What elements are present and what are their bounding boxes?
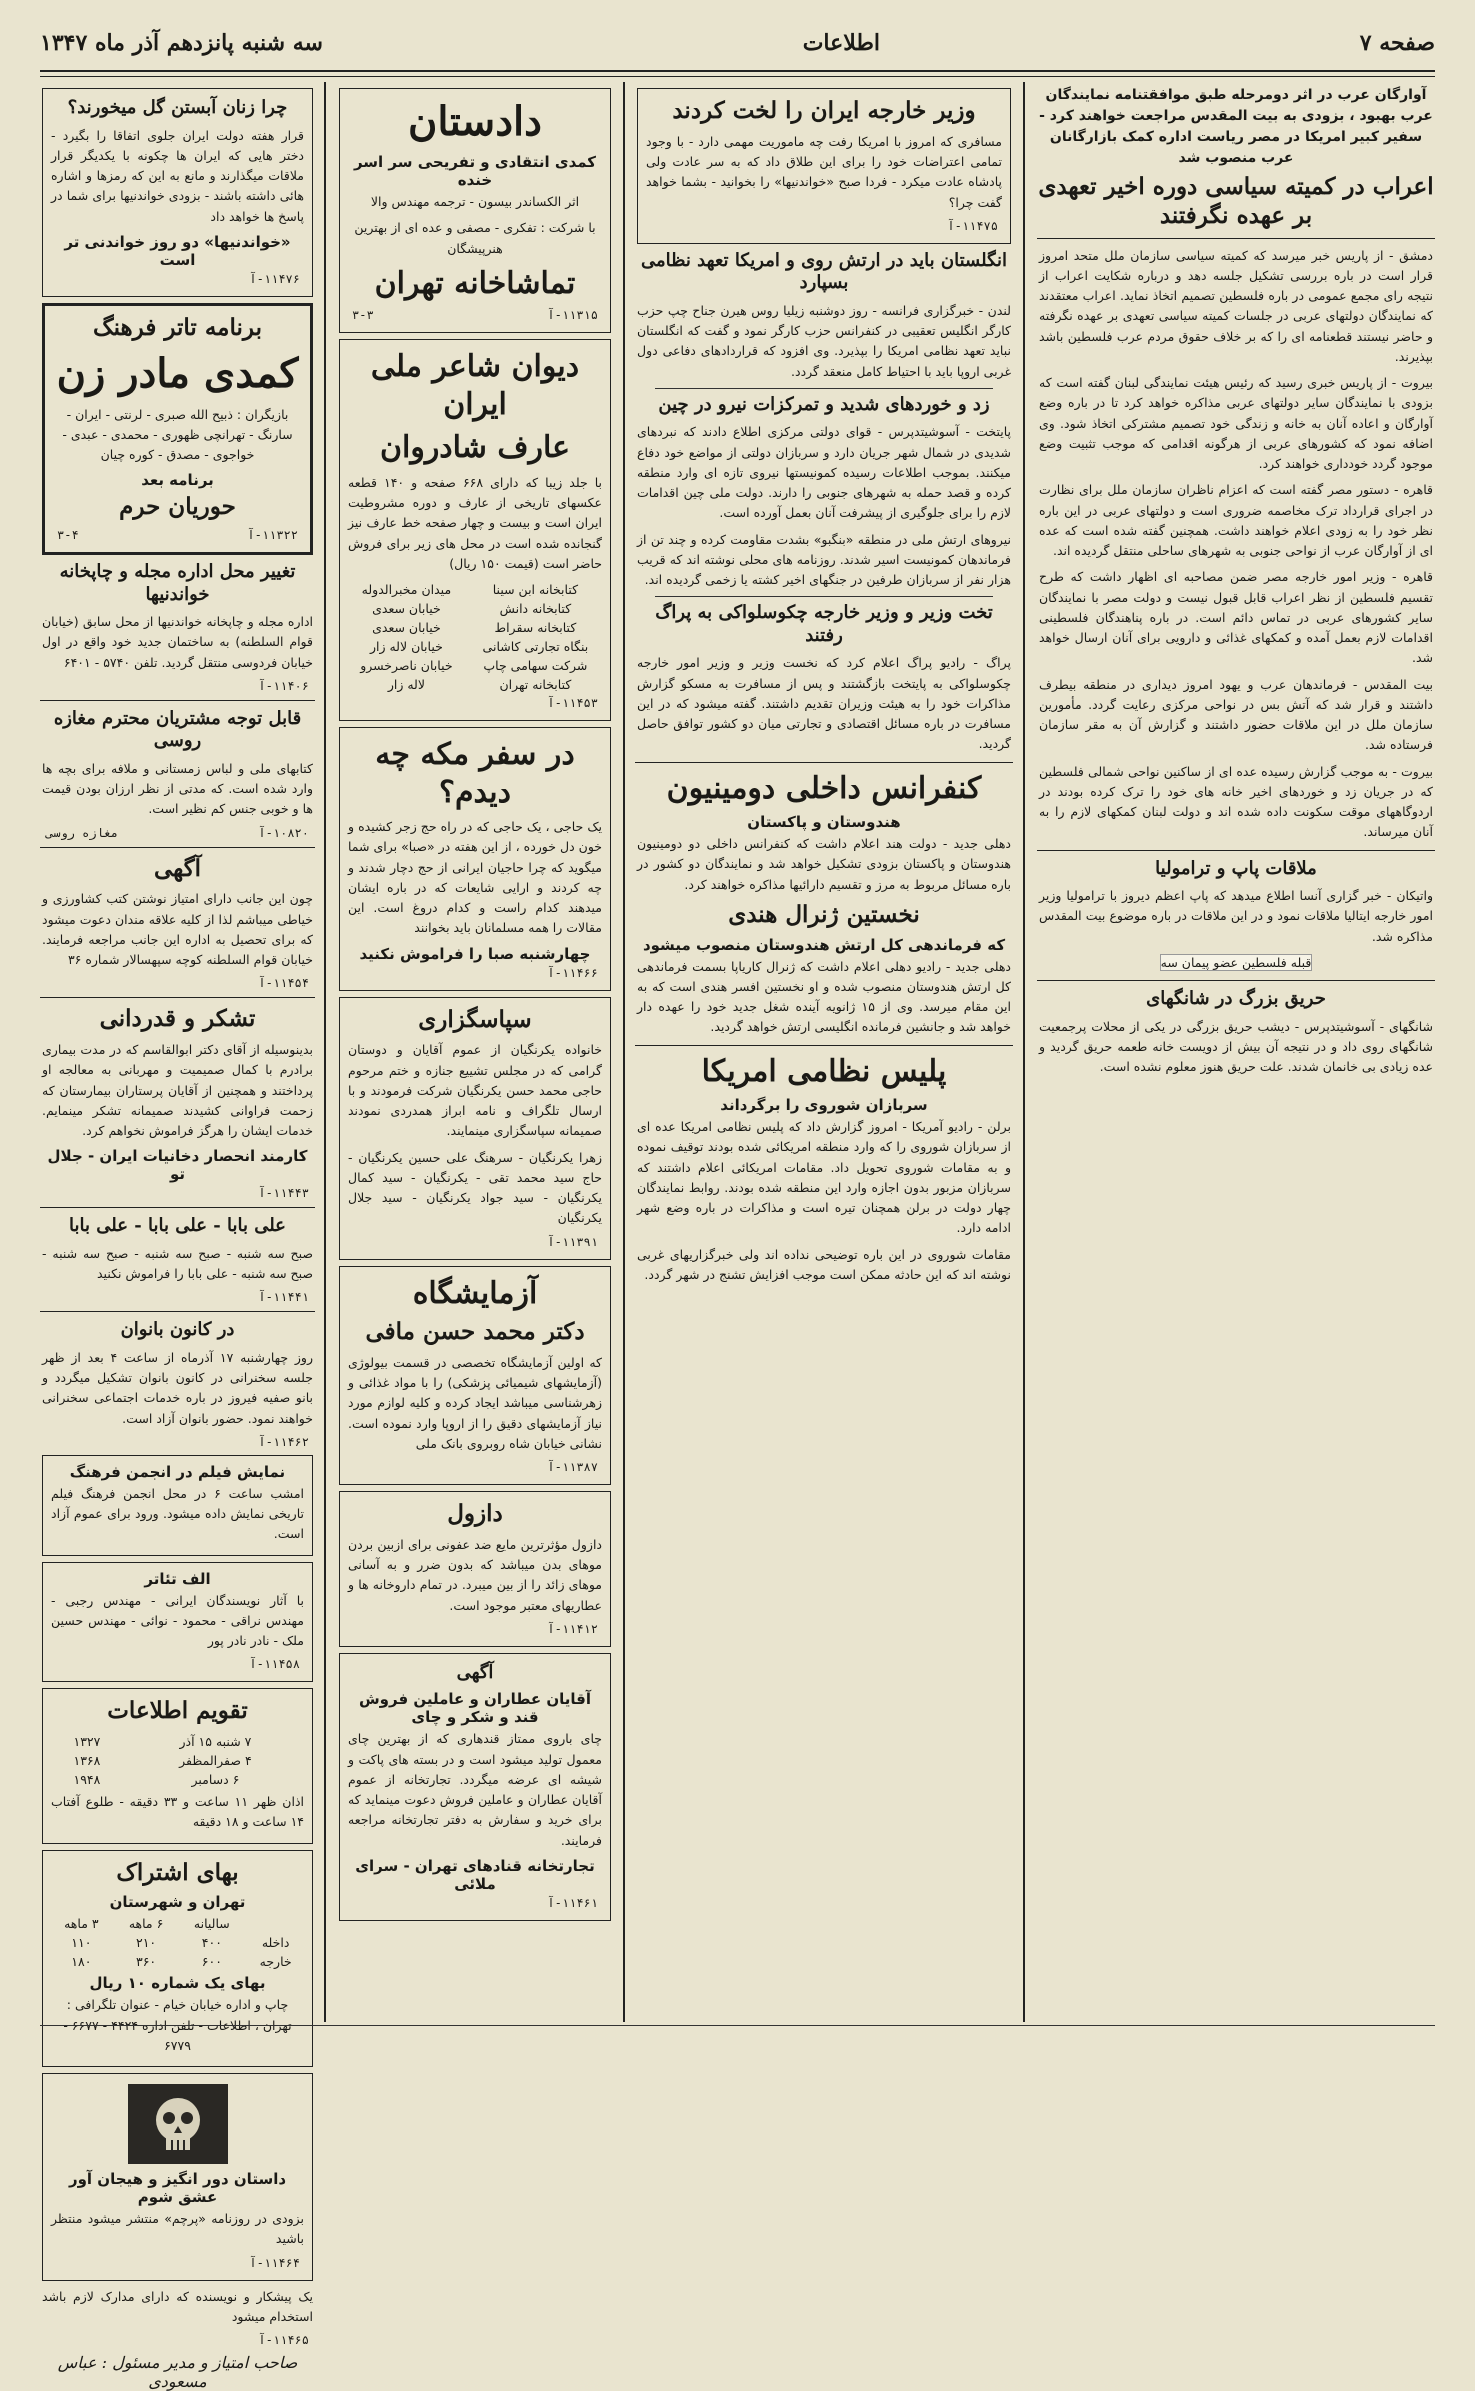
lead-headline: اعراب در کمیته سیاسی دوره اخیر تعهدی بر عهده نگرفتند: [1038, 173, 1434, 229]
police-headline: پلیس نظامی امریکا: [701, 1053, 947, 1089]
alibaba-headline: علی بابا - علی بابا - علی بابا: [69, 1215, 286, 1237]
fm-ad: [637, 88, 1011, 244]
flowers-footer: «خواندنیها» دو روز خواندنی تر است: [64, 232, 291, 269]
police-body: برلن - رادیو آمریکا - امروز گزارش داد که پلیس نظامی امریکا عده ای از سربازان شوروی را که وارد منطقه امریکائی شده بودند توقیف نموده و به مقامات شوروی تحویل داد. مقامات امریکائی اعلام داشتند که سربازان مزبور بدون اجازه وارد این منطقه شده بودند. روابط نمایندگان چهار دولت در برلن همچنان تیره است و مذاکرات در باره وضع شهر ادامه دارد.: [637, 1119, 1011, 1236]
dadestan-title: دادستان: [408, 98, 542, 145]
dazol-title: دازول: [447, 1500, 503, 1527]
calendar-table: [49, 1732, 306, 1789]
uk-body: لندن - خبرگزاری فرانسه - روز دوشنبه زیلیا روس هیرن جناح چپ حزب کارگر انگلیس تعقیبی در کنفرانس حزب کارگر نمود و گفت که انگلستان نباید تعهد نظامی امریکا را بپذیرد. وی افزود که قراردادهای دفاعی دول غربی اروپا باید با احتیاط کامل منعقد گردد.: [637, 302, 1011, 379]
fire-headline: حریق بزرگ در شانگهای: [1146, 988, 1326, 1009]
lab-ad: [339, 1266, 611, 1486]
table-row: [346, 637, 604, 656]
police-body: مقامات شوروی در این باره توضیحی نداده اند ولی خبرگزاریهای غربی نوشته اند که این حادثه ممکن است موجب افزایش تشنج در شهر گردد.: [637, 1246, 1011, 1282]
table-cell: خیابان ناصرخسرو: [360, 658, 453, 673]
table-row: [346, 618, 604, 637]
calendar-times: اذان ظهر ۱۱ ساعت و ۳۳ دقیقه - طلوع آفتاب ۱۴ ساعت و ۱۸ دقیقه: [51, 1794, 304, 1830]
theatre-cast: بازیگران : ذبیح الله صبری - لرنتی - ایران - سارنگ - تهرانچی ظهوری - محمدی - عبدی - خواجوی - مصدق - کوره چیان: [62, 406, 293, 462]
china-body: پایتخت - آسوشیتدپرس - قوای دولتی مرکزی اطلاع دادند که نبردهای شدیدی در شمال شهر جریان دارد و سربازان دولتی از مواضع خود دفاع میکنند. بموجب اطلاعات رسیده کمونیستها نیروی تازه ای وارد منطقه کرده و قصد حمله به شهرهای جنوبی را دارند. دولت ملی چین اقدامات لازم را برای جلوگیری از پیشرفت آنان بعمل آورده است.: [637, 424, 1011, 521]
divider: [40, 1207, 315, 1208]
ad-code: ۱۱۴۱۲-آ: [547, 1621, 598, 1636]
lead-body: بیروت - به موجب گزارش رسیده عده ای از ساکنین نواحی شمالی فلسطین که در جریان زد و خوردهای اخیر خانه های خود را ترک کرده بودند در اردوگاههای موقت سکونت داده شده اند و دولت لبنان کمکهای لازم را به آنان میرساند.: [1039, 763, 1433, 840]
alibaba-body: صبح سه شنبه - صبح سه شنبه - صبح سه شنبه - صبح سه شنبه - علی بابا را فراموش نکنید: [42, 1245, 313, 1281]
masthead: [40, 18, 1435, 68]
ad-code: ۱۱۴۵۸-آ: [249, 1657, 300, 1672]
fm-headline: وزیر خارجه ایران را لخت کردند: [672, 97, 976, 124]
divan-body: با جلد زیبا که دارای ۶۶۸ صفحه و ۱۴۰ قطعه عکسهای تاریخی از عارف و دوره مشروطیت ایران است و بیست و چهار صفحه خط عارف نیز گنجانده شده است در محل های زیر برای فروش حاضر است (قیمت ۱۵۰ ریال): [348, 474, 602, 571]
general-body: دهلی جدید - رادیو دهلی اعلام داشت که ژنرال کاریاپا بسمت فرماندهی کل ارتش هندوستان منصوب شده و او نخستین افسر هندی است که به این مقام میرسد. وی از ۱۵ ژانویه آینده شغل جدید خود را عهده دار خواهد شد و جانشین فرمانده انگلیسی ارتش خواهد گردید.: [637, 958, 1011, 1035]
czech-headline: تخت وزیر و وزیر خارجه چکوسلواکی به پراگ رفتند: [655, 602, 993, 646]
lead-body: دمشق - از پاریس خبر میرسد که کمیته سیاسی سازمان ملل متحد امروز قرار است در باره بررسی تشکیل جلسه دهد و درباره شکایت اعراب از نتیجه رای مجمع عمومی در باره فلسطین تصمیم اتخاذ نماید. اعراب معتقدند که نمایندگان دولتهای عربی در جلسات کمیته سیاسی تعهدی بر عهده نگرفته و حاضر نیستند قطعنامه ای را که بر خلاف حقوق مردم عرب فلسطین باشد بپذیرند.: [1039, 247, 1433, 364]
table-cell: ۱۸۰: [71, 1954, 92, 1970]
czech-body: پراگ - رادیو پراگ اعلام کرد که نخست وزیر و وزیر امور خارجه چکوسلواکی به پایتخت بازگشتند و پس از مسافرت به مسکو گزارش مذاکرات خود را به هیئت وزیران تقدیم داشتند. گفته میشود که در این مسافرت در باره مسائل اقتصادی و تجارتی میان دو کشور توافق حاصل گردید.: [637, 655, 1011, 752]
table-cell: ۴ صفرالمظفر: [179, 1753, 252, 1768]
table-row: [346, 675, 604, 694]
theatre-show: کمدی مادر زن: [56, 349, 299, 397]
divider: [1037, 238, 1435, 239]
ad-code: ۱۱۴۷۵-آ: [947, 218, 998, 233]
film2-headline: داستان دور انگیز و هیجان آور عشق شوم: [68, 2170, 287, 2206]
table-row: [346, 599, 604, 618]
table-cell: ۱۱۰: [71, 1935, 92, 1951]
lead-body: بیت المقدس - فرماندهان عرب و یهود امروز دیداری در منطقه بیطرف داشتند و قرار شد که آتش بس در نواحی مرکزی رعایت گردد. مأمورین سازمان ملل در این ملاقات حضور داشتند و گزارش آن به مقر سازمان فرستاده شد.: [1039, 676, 1433, 753]
ad-code: ۱۱۴۵۴-آ: [258, 976, 309, 991]
notice-subtitle: آقایان عطاران و عاملین فروش قند و شکر و چای: [358, 1690, 592, 1727]
flowers-body: قرار هفته دولت ایران جلوی اتفاقا را بگیرد - دختر هایی که ایران ها چکونه با یکدیگر قرار ملاقات میگذارند و مانع به این که رمزها و اشاره هائی داشته باشند - بزودی خواندنیها برای شما در پاسخ ها خواهد داد: [51, 127, 304, 224]
tea-notice-ad: [339, 1653, 611, 1921]
table-row: [49, 1751, 306, 1770]
table-cell: سالیانه: [193, 1916, 230, 1932]
owner-signature: صاحب امتیاز و مدیر مسئول : عباس مسعودی: [57, 2353, 298, 2391]
table-row: [49, 1933, 306, 1952]
film-ad: [42, 1455, 313, 1556]
divider: [635, 762, 1013, 763]
dominion-headline: کنفرانس داخلی دومینیون: [666, 770, 982, 806]
mecca-ad: [339, 727, 611, 991]
ad-body: چون این جانب دارای امتیاز نوشتن کتب کشاورزی و خیاطی میباشم لذا از کلیه علاقه مندان دعوت میشود که برای تحصیل به اداره این جانب مراجعه فرمایند. خیابان قوام السلطنه کوچه سپهسالار شماره ۳۶: [42, 891, 313, 967]
skull-illustration-icon: [128, 2084, 228, 2164]
table-cell: شرکت سهامی چاپ: [483, 658, 588, 673]
calendar-title: تقویم اطلاعات: [107, 1697, 248, 1725]
dadestan-venue: تماشاخانه تهران: [374, 265, 576, 301]
mecca-body: یک حاجی ، یک حاجی که در راه حج زجر کشیده و خون دل خورده ، از این هفته در «صبا» برای شما میگوید که چرا حاجیان ایرانی از حج دچار شدند و چه کردند و ارایی شایعات که در باره ایشان میدهند کدام راست و کدام دروغ است. این مقالات را همه مسلمانان باید بخوانند: [348, 819, 602, 936]
police-subhead: سربازان شوروی را برگرداند: [720, 1096, 928, 1114]
divider: [655, 388, 993, 389]
ad-code: ۱۱۴۴۳-آ: [258, 1186, 309, 1201]
china-body: نیروهای ارتش ملی در منطقه «بنگبو» بشدت مقاومت کرده و چند تن از فرماندهان کمونیست اسیر شدند. روزنامه های محلی نوشته اند که قریب هزار نفر از سربازان طرفین در جنگهای اخیر کشته یا زخمی گردیده اند.: [637, 531, 1011, 587]
page-number: صفحه ۷: [1359, 30, 1435, 56]
ad-code: ۱۱۴۴۱-آ: [258, 1290, 309, 1305]
film2-body: بزودی در روزنامه «پرچم» منتشر میشود منتظر باشید: [51, 2211, 304, 2247]
table-cell: خیابان لاله زار: [369, 639, 443, 654]
table-cell: ۶ دسامبر: [191, 1772, 240, 1787]
theatre-next-label: برنامه بعد: [141, 471, 214, 490]
theatre-title: برنامه تاتر فرهنگ: [92, 313, 262, 341]
russia-body: کتابهای ملی و لباس زمستانی و ملافه برای بچه ها وارد شده است. که مدتی از نظر ارزان بودن قیمت ها و خوبی جنس کم نظیر است.: [42, 760, 313, 817]
table-cell: خیابان سعدی: [372, 601, 441, 616]
column-news-world: [635, 82, 1013, 2022]
table-cell: ۴۰۰: [201, 1935, 222, 1951]
thanks-names: زهرا یکرنگیان - سرهنگ علی حسین یکرنگیان - حاج سید محمد تقی - یکرنگیان - سید کمال یکرنگیان - سید جواد یکرنگیان - سید جلال یکرنگیان: [348, 1149, 602, 1226]
notice-body: چای باروی ممتاز قندهاری که از بهترین چای معمول تولید میشود است و در بسته های پاکت و شیشه ای عرضه میگردد. تجارتخانه از عموم آقایان عطاران و عاملین فروش دعوت مینماید که برای خرید و سفارش به دفتر تجارتخانه مراجعه فرمایند.: [348, 1731, 602, 1848]
alef-headline: الف تئاتر: [144, 1569, 211, 1588]
table-cell: [245, 1914, 306, 1933]
office-body: اداره مجله و چاپخانه خواندنیها از محل سابق (خیابان قوام السلطنه) به ساختمان جدید خود واقع در اول خیابان فردوسی منتقل گردید. تلفن ۵۷۴۰ - ۶۴۰۱: [42, 614, 313, 670]
divider: [40, 700, 315, 701]
table-row: [49, 1770, 306, 1789]
uk-headline: انگلستان باید در ارتش روی و امریکا تعهد نظامی بسپارد: [640, 249, 1008, 294]
divider: [1037, 850, 1435, 851]
dominion-subhead: هندوستان و پاکستان: [747, 813, 901, 831]
table-cell: ۶ ماهه: [128, 1916, 164, 1932]
china-headline: زد و خوردهای شدید و تمرکزات نیرو در چین: [658, 393, 990, 415]
subscription-subtitle: تهران و شهرستان: [109, 1893, 246, 1912]
ad-code: ۱۱۴۶۵-آ: [258, 2333, 309, 2347]
alef-ad: [42, 1562, 313, 1683]
general-subhead: که فرماندهی کل ارتش هندوستان منصوب میشود: [642, 935, 1006, 954]
general-headline: نخستین ژنرال هندی: [728, 900, 920, 928]
film2-ad: [42, 2073, 313, 2281]
table-cell: ۳ ماهه: [64, 1916, 99, 1932]
ad-code: ۳-۳: [352, 308, 374, 323]
ad-code: ۳-۴: [57, 528, 79, 542]
divan-title: دیوان شاعر ملی ایران: [370, 349, 580, 422]
dominion-body: دهلی جدید - دولت هند اعلام داشت که کنفرانس داخلی دو دومینیون هندوستان و پاکستان بزودی تشکیل خواهد شد و نمایندگان دو کشور در باره مسائل مربوط به مرز و تقسیم دارائیها مذاکره خواهند کرد.: [637, 836, 1011, 892]
dazol-ad: [339, 1491, 611, 1647]
clerk-body: یک پیشکار و نویسنده که دارای مدارک لازم باشد استخدام میشود: [42, 2288, 313, 2324]
table-row: [346, 580, 604, 599]
fm-body: مسافری که امروز با امریکا رفت چه ماموریت مهمی دارد - با وجود تمامی اعتراضات خود را برای این طلاق داد که به سر عادت ولی پادشاه عادت میکرد - فردا صبح «خواندنیها» را بخوانید - بشما خواهد گفت چرا؟: [646, 133, 1002, 210]
column-ads-left: [40, 82, 315, 2391]
table-cell: ۷ شنبه ۱۵ آذر: [179, 1734, 252, 1749]
ad-code: ۱۱۴۵۳-آ: [547, 696, 598, 710]
ad-code: ۱۱۳۸۷-آ: [547, 1460, 598, 1474]
table-cell: ۱۳۲۷: [73, 1734, 101, 1749]
column-news-arab: [1037, 82, 1435, 2022]
theatre-next: حوریان حرم: [119, 493, 236, 521]
pope-body: واتیکان - خبر گزاری آنسا اطلاع میدهد که پاپ اعظم دیروز با ترامولیا وزیر امور خارجه ایتالیا ملاقات نمود و در این ملاقات در باره موضوع بیت المقدس مذاکره شد.: [1039, 888, 1433, 944]
ad-code: ۱۱۴۶۲-آ: [258, 1434, 309, 1449]
divider: [40, 1311, 315, 1312]
film-body: امشب ساعت ۶ در محل انجمن فرهنگ فیلم تاریخی نمایش داده میشود. ورود برای عموم آزاد است.: [51, 1485, 305, 1542]
lead-body: قاهره - دستور مصر گفته است که اعزام ناظران سازمان ملل برای نظارت در اجرای قرارداد ترک مخاصمه ضروری است و دولتهای عربی در این باره نظر خود را به زودی اعلام خواهند داشت. همچنین گفته شده است که عده ای از آوارگان عرب از نواحی جنوبی به شهرهای ساحلی منتقل گردیده اند.: [1039, 482, 1433, 558]
column-divider: [623, 82, 625, 2022]
dadestan-ad: [339, 88, 611, 333]
subscription-table: [49, 1914, 306, 1971]
page-bottom-rule: [40, 2025, 1435, 2040]
calendar-box: [42, 1688, 313, 1843]
table-cell: کتابخانه تهران: [499, 677, 572, 692]
flowers-headline: چرا زنان آبستن گل میخورند؟: [67, 97, 288, 118]
lab-doctor: دکتر محمد حسن مافی: [365, 1318, 585, 1345]
column-divider: [1023, 82, 1025, 2022]
divider: [40, 847, 315, 848]
ad-code: ۱۱۳۱۵-آ: [547, 308, 598, 323]
table-row: [49, 1952, 306, 1971]
women-body: روز چهارشنبه ۱۷ آذرماه از ساعت ۴ بعد از ظهر جلسه سخنرانی در کانون بانوان تشکیل میگردد و بانو صفیه فیروز در باره خدمات اجتماعی سخنرانی خواهند نمود. حضور بانوان آزاد است.: [42, 1349, 314, 1426]
dadestan-subtitle: کمدی انتقادی و تفریحی سر اسر خنده: [353, 153, 597, 189]
ad-code: ۱۱۴۶۶-آ: [547, 965, 598, 980]
theatre-ad: [42, 303, 313, 555]
lab-title: آزمایشگاه: [412, 1275, 538, 1311]
issue-date: سه شنبه پانزدهم آذر ماه ۱۳۴۷: [40, 30, 323, 56]
column-ads-center: [337, 82, 613, 2022]
ad-headline: آگهی: [153, 854, 202, 882]
ad-code: ۱۱۴۰۶-آ: [258, 678, 309, 693]
highlighted-text: قبله فلسطین عضو پیمان سه: [1160, 954, 1312, 970]
notice-footer: تجارتخانه قنادهای تهران - سرای ملائی: [355, 1856, 595, 1893]
table-cell: ۳۶۰: [136, 1954, 157, 1970]
table-cell: ۶۰۰: [201, 1954, 222, 1970]
ad-code: ۱۰۸۲۰-آ: [258, 825, 309, 840]
address: چاپ و اداره خیابان خیام - عنوان تلگرافی : تهران ، اطلاعات - تلفن اداره ۴۴۲۴ - ۶۶۷۷ - ۶۷۷۹: [63, 1997, 292, 2053]
paper-name: اطلاعات: [802, 30, 880, 56]
subscription-title: بهای اشتراک: [116, 1858, 239, 1886]
flowers-ad: [42, 88, 313, 297]
table-cell: کتابخانه دانش: [499, 601, 572, 616]
table-row: [49, 1732, 306, 1751]
lead-body: بیروت - از پاریس خبری رسید که رئیس هیئت نمایندگی لبنان گفته است که بزودی با نمایندگان سایر دولتهای عربی مذاکره خواهد کرد تا در باره وضع آوارگان و اعاده آنان به خانه و زندگی خود تصمیم مشترکی اتخاذ شود. وی اضافه نمود که کشورهای عربی از هرگونه اقدامی که موجب تثبیت وضع موجود گردد خودداری خواهند کرد.: [1039, 375, 1433, 471]
divider: [635, 1045, 1013, 1046]
fire-body: شانگهای - آسوشیتدپرس - دیشب حریق بزرگی در یکی از محلات پرجمعیت شانگهای روی داد و در نتیجه آن بیش از دویست خانه طعمه حریق گردید و عده زیادی بی خانمان شدند. علت حریق هنوز معلوم نشده است.: [1039, 1018, 1433, 1074]
thanks-body: خانواده یکرنگیان از عموم آقایان و دوستان گرامی که در مجلس تشییع جنازه و ختم مرحوم حاجی محمد حسن یکرنگیان شرکت فرمودند و با ارسال تلگراف و نامه ابراز همدردی نمودند صمیمانه سپاسگزاری مینمایند.: [348, 1042, 602, 1139]
divider: [655, 596, 993, 597]
thanks2-sign: کارمند انحصار دخانیات ایران - جلال تو: [47, 1147, 308, 1184]
ad-code: ۱۱۴۶۱-آ: [547, 1895, 598, 1910]
russia-headline: قابل توجه مشتریان محترم مغازه روسی: [53, 707, 302, 752]
dazol-body: دازول مؤثرترین مایع ضد عفونی برای ازبین بردن موهای بدن میباشد که بدون ضرر و به آسانی موهای زائد را از بین میبرد. در تمام داروخانه ها و عطاریهای معتبر موجود است.: [348, 1536, 602, 1613]
dadestan-credit: اثر الکساندر بیسون - ترجمه مهندس والا: [370, 194, 580, 209]
table-cell: میدان مخبرالدوله: [361, 582, 452, 597]
dadestan-cast: با شرکت : تفکری - مصفی و عده ای از بهترین هنرپیشگان: [354, 220, 596, 256]
ad-code: ۱۱۳۹۱-آ: [547, 1234, 598, 1249]
table-row: [346, 656, 604, 675]
divider: [1037, 980, 1435, 981]
lead-body: قاهره - وزیر امور خارجه مصر ضمن مصاحبه ای اظهار داشت که طرح تقسیم فلسطین از نظر اعراب قابل قبول نیست و دولت مصر با نمایندگان سایر کشورهای عربی در تماس دائم است. در باره پناهندگان فلسطینی اقدامات لازم بعمل آمده و کمکهای غذائی و دارویی برای آنان ارسال خواهد شد.: [1039, 569, 1433, 666]
mecca-title: در سفر مکه چه دیدم؟: [375, 737, 575, 810]
lead-deck: آوارگان عرب در اثر دومرحله طبق موافقتنامه نمایندگان عرب بهبود ، بزودی به بیت المقدس مراجعت خواهند کرد - سفیر کبیر امریکا در مصر ریاست اداره کمک بازارگانان عرب منصوب شد: [1039, 87, 1433, 166]
table-cell: لاله زار: [387, 677, 425, 692]
table-row: [49, 1914, 306, 1933]
thanks-ad: [339, 997, 611, 1260]
table-cell: بنگاه تجارتی کاشانی: [482, 639, 589, 654]
divider: [40, 997, 315, 998]
office-headline: تغییر محل اداره مجله و چاپخانه خواندنیها: [59, 561, 296, 605]
ad-code: ۱۱۴۷۶-آ: [249, 271, 300, 286]
thanks2-body: بدینوسیله از آقای دکتر ابوالقاسم که در مدت بیماری برادرم با کمال صمیمیت و مهربانی به معالجه او پرداختند و همچنین از آقایان پرستاران بیمارستان که زحمت فراوانی کشیدند صمیمانه تشکر مینمایم. خدمات ایشان را هرگز فراموش نخواهم کرد.: [42, 1042, 313, 1138]
lab-body: که اولین آزمایشگاه تخصصی در قسمت بیولوژی (آزمایشهای شیمیائی پزشکی) را با مواد غذائی و زهرشناسی میباشد ایجاد کرده و کلیه لوازم مورد نیاز آزمایشهای دقیق را از اروپا وارد نموده است. نشانی خیابان شاه روبروی بانک ملی: [348, 1354, 602, 1451]
alef-body: با آثار نویسندگان ایرانی - مهندس رجبی - مهندس نراقی - محمود - نوائی - مهندس حسین ملک - نادر نادر پور: [51, 1592, 304, 1648]
divan-shops-table: [346, 580, 604, 694]
mecca-footer: چهارشنبه صبا را فراموش نکنید: [359, 944, 591, 963]
ad-code: ۱۱۳۲۲-آ: [247, 528, 298, 542]
table-cell: ۱۹۴۸: [73, 1772, 101, 1787]
thanks2-headline: تشکر و قدردانی: [99, 1005, 256, 1033]
table-cell: ۲۱۰: [136, 1935, 157, 1951]
table-cell: خیابان سعدی: [372, 620, 441, 635]
divan-ad: [339, 339, 611, 721]
women-headline: در کانون بانوان: [120, 1319, 235, 1341]
notice-title: آگهی: [456, 1661, 494, 1683]
pope-headline: ملاقات پاپ و ترامولیا: [1155, 857, 1317, 879]
column-divider: [324, 82, 326, 2022]
thanks-title: سپاسگزاری: [418, 1005, 532, 1033]
ad-code: ۱۱۴۶۴-آ: [249, 2255, 300, 2270]
table-cell: کتابخانه سقراط: [494, 620, 577, 635]
russia-footer: مغازه روسی: [46, 825, 119, 840]
subscription-price: بهای یک شماره ۱۰ ریال: [89, 1974, 266, 1993]
masthead-rule: [40, 70, 1435, 77]
film-headline: نمایش فیلم در انجمن فرهنگ: [69, 1462, 286, 1481]
table-cell: ۱۳۶۸: [73, 1753, 101, 1768]
table-cell: کتابخانه ابن سینا: [492, 582, 579, 597]
table-cell: داخله: [261, 1935, 290, 1951]
divan-poet: عارف شادروان: [379, 430, 571, 466]
table-cell: خارجه: [259, 1954, 292, 1970]
